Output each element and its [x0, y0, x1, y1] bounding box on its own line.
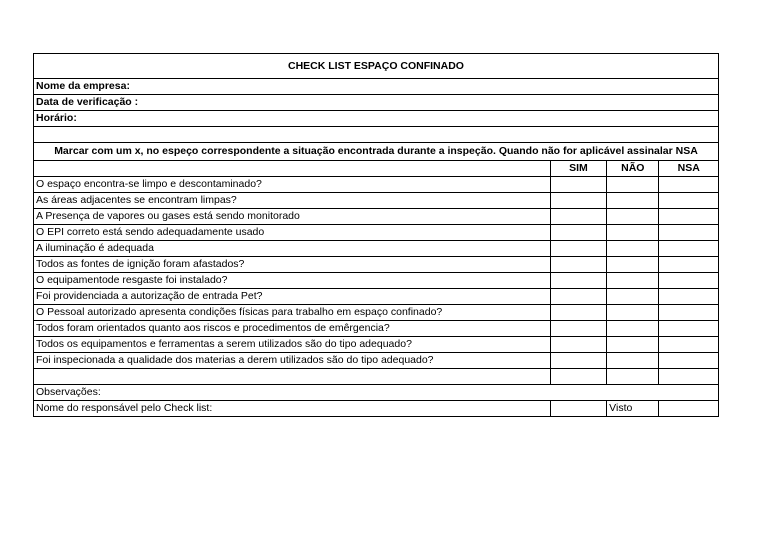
- checkbox-cell-nsa[interactable]: [659, 305, 719, 321]
- blank-cell: [607, 369, 659, 385]
- spacer-cell: [34, 127, 719, 143]
- checklist-item-row: [34, 209, 719, 225]
- column-header-nsa: NSA: [659, 161, 719, 177]
- checkbox-cell-sim[interactable]: [550, 321, 606, 337]
- checklist-item-row: [34, 289, 719, 305]
- column-header-sim: SIM: [550, 161, 606, 177]
- checklist-item-row: [34, 177, 719, 193]
- checkbox-cell-nsa[interactable]: [659, 177, 719, 193]
- checkbox-cell-nao[interactable]: [607, 273, 659, 289]
- checkbox-cell-sim[interactable]: [550, 273, 606, 289]
- checkbox-cell-sim[interactable]: [550, 241, 606, 257]
- checklist-table: [33, 53, 719, 417]
- checkbox-cell-nao[interactable]: [607, 209, 659, 225]
- checklist-item-row: [34, 193, 719, 209]
- company-name-label: Nome da empresa:: [34, 79, 719, 95]
- checkbox-cell-nao[interactable]: [607, 305, 659, 321]
- blank-cell: [659, 369, 719, 385]
- checkbox-cell-nsa[interactable]: [659, 209, 719, 225]
- checklist-item-label: O Pessoal autorizado apresenta condições físicas para trabalho em espaço confinado?: [34, 305, 551, 321]
- header-row-time: [34, 111, 719, 127]
- checkbox-cell-nao[interactable]: [607, 225, 659, 241]
- checkbox-cell-sim[interactable]: [550, 257, 606, 273]
- header-row-company: [34, 79, 719, 95]
- checkbox-cell-nao[interactable]: [607, 353, 659, 369]
- checkbox-cell-sim[interactable]: [550, 305, 606, 321]
- checkbox-cell-sim[interactable]: [550, 193, 606, 209]
- checkbox-cell-nao[interactable]: [607, 289, 659, 305]
- checkbox-cell-nao[interactable]: [607, 177, 659, 193]
- checkbox-cell-sim[interactable]: [550, 337, 606, 353]
- visto-label: Visto: [607, 401, 659, 417]
- blank-cell: [34, 369, 551, 385]
- column-header-blank: [34, 161, 551, 177]
- checklist-item-label: O equipamentode resgaste foi instalado?: [34, 273, 551, 289]
- column-header-nao: NÃO: [607, 161, 659, 177]
- checkbox-cell-nsa[interactable]: [659, 289, 719, 305]
- checkbox-cell-nsa[interactable]: [659, 193, 719, 209]
- instruction-row: [34, 143, 719, 161]
- checklist-item-row: [34, 273, 719, 289]
- checkbox-cell-nao[interactable]: [607, 257, 659, 273]
- checklist-item-label: Todos as fontes de ignição foram afastados?: [34, 257, 551, 273]
- blank-cell: [550, 369, 606, 385]
- checkbox-cell-nsa[interactable]: [659, 273, 719, 289]
- checklist-item-label: A Presença de vapores ou gases está sendo monitorado: [34, 209, 551, 225]
- checklist-item-label: O EPI correto está sendo adequadamente usado: [34, 225, 551, 241]
- checkbox-cell-nao[interactable]: [607, 193, 659, 209]
- checkbox-cell-nsa[interactable]: [659, 321, 719, 337]
- responsible-label: Nome do responsável pelo Check list:: [34, 401, 551, 417]
- time-label: Horário:: [34, 111, 719, 127]
- checkbox-cell-nsa[interactable]: [659, 353, 719, 369]
- verification-date-label: Data de verificação :: [34, 95, 719, 111]
- checklist-item-label: O espaço encontra-se limpo e descontaminado?: [34, 177, 551, 193]
- checklist-items: [34, 177, 719, 369]
- checklist-item-label: As áreas adjacentes se encontram limpas?: [34, 193, 551, 209]
- checklist-title: CHECK LIST ESPAÇO CONFINADO: [34, 54, 719, 79]
- checklist-item-row: [34, 225, 719, 241]
- spacer-row: [34, 127, 719, 143]
- checkbox-cell-nsa[interactable]: [659, 225, 719, 241]
- checkbox-cell-nsa[interactable]: [659, 241, 719, 257]
- checklist-item-row: [34, 321, 719, 337]
- checklist-item-row: [34, 353, 719, 369]
- checklist-item-label: Todos foram orientados quanto aos riscos e procedimentos de emêrgencia?: [34, 321, 551, 337]
- column-header-row: [34, 161, 719, 177]
- responsible-blank-cell[interactable]: [550, 401, 606, 417]
- header-row-date: [34, 95, 719, 111]
- checkbox-cell-nsa[interactable]: [659, 257, 719, 273]
- checkbox-cell-sim[interactable]: [550, 209, 606, 225]
- checkbox-cell-sim[interactable]: [550, 353, 606, 369]
- instruction-text: Marcar com um x, no espeço correspondente a situação encontrada durante a inspeção. Quando não for aplicável assinalar NSA: [34, 143, 719, 161]
- checklist-item-row: [34, 241, 719, 257]
- blank-row: [34, 369, 719, 385]
- responsible-row: [34, 401, 719, 417]
- checkbox-cell-sim[interactable]: [550, 225, 606, 241]
- visto-signature-cell[interactable]: [659, 401, 719, 417]
- checkbox-cell-nao[interactable]: [607, 321, 659, 337]
- checkbox-cell-sim[interactable]: [550, 177, 606, 193]
- observations-label: Observações:: [34, 385, 719, 401]
- checkbox-cell-nao[interactable]: [607, 241, 659, 257]
- checklist-item-row: [34, 305, 719, 321]
- checklist-item-label: Todos os equipamentos e ferramentas a serem utilizados são do tipo adequado?: [34, 337, 551, 353]
- checkbox-cell-nao[interactable]: [607, 337, 659, 353]
- observations-row: [34, 385, 719, 401]
- checkbox-cell-nsa[interactable]: [659, 337, 719, 353]
- checklist-item-row: [34, 337, 719, 353]
- title-row: [34, 54, 719, 79]
- checklist-item-row: [34, 257, 719, 273]
- checklist-item-label: A iluminação é adequada: [34, 241, 551, 257]
- checklist-item-label: Foi providenciada a autorização de entrada Pet?: [34, 289, 551, 305]
- checkbox-cell-sim[interactable]: [550, 289, 606, 305]
- checklist-item-label: Foi inspecionada a qualidade dos materias a derem utilizados são do tipo adequado?: [34, 353, 551, 369]
